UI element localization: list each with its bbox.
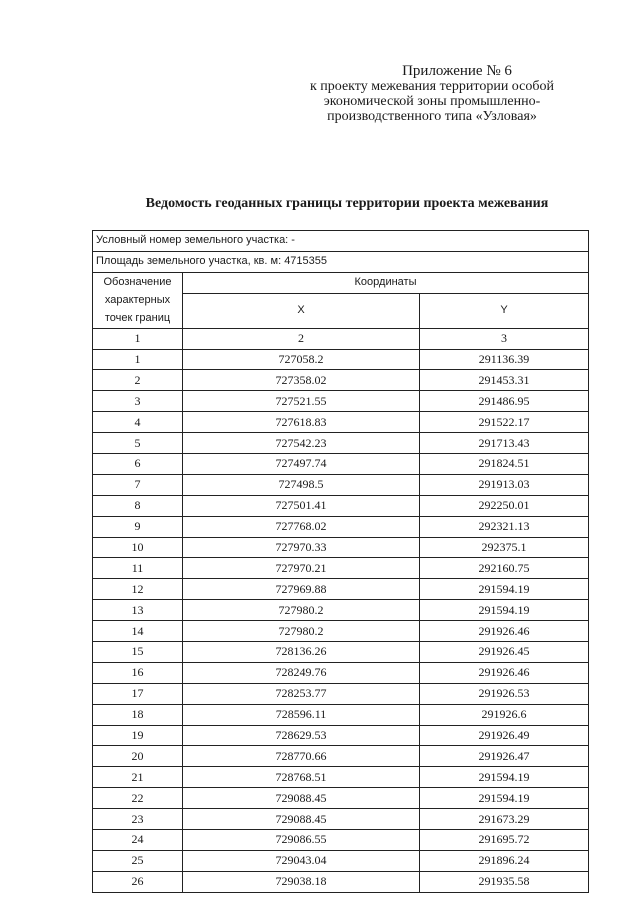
column-number: 2 bbox=[183, 328, 420, 349]
point-cell: 26 bbox=[93, 871, 183, 892]
y-coordinate-cell: 291486.95 bbox=[420, 391, 589, 412]
point-cell: 6 bbox=[93, 454, 183, 475]
point-cell: 22 bbox=[93, 788, 183, 809]
point-cell: 2 bbox=[93, 370, 183, 391]
y-coordinate-cell: 292321.13 bbox=[420, 516, 589, 537]
point-cell: 3 bbox=[93, 391, 183, 412]
x-header: X bbox=[183, 293, 420, 328]
point-cell: 16 bbox=[93, 662, 183, 683]
parcel-number-row bbox=[93, 231, 589, 252]
table-row bbox=[93, 495, 589, 516]
table-row bbox=[93, 600, 589, 621]
table-row bbox=[93, 683, 589, 704]
x-coordinate-cell: 729086.55 bbox=[183, 830, 420, 851]
y-coordinate-cell: 291594.19 bbox=[420, 767, 589, 788]
x-coordinate-cell: 729043.04 bbox=[183, 850, 420, 871]
x-coordinate-cell: 727058.2 bbox=[183, 349, 420, 370]
column-number: 1 bbox=[93, 328, 183, 349]
y-coordinate-cell: 292375.1 bbox=[420, 537, 589, 558]
point-cell: 10 bbox=[93, 537, 183, 558]
x-coordinate-cell: 727542.23 bbox=[183, 433, 420, 454]
y-coordinate-cell: 291896.24 bbox=[420, 850, 589, 871]
point-cell: 7 bbox=[93, 474, 183, 495]
point-cell: 17 bbox=[93, 683, 183, 704]
x-coordinate-cell: 727969.88 bbox=[183, 579, 420, 600]
appendix-line: экономической зоны промышленно- bbox=[323, 94, 541, 109]
table-row bbox=[93, 391, 589, 412]
x-coordinate-cell: 727618.83 bbox=[183, 412, 420, 433]
x-coordinate-cell: 729038.18 bbox=[183, 871, 420, 892]
y-coordinate-cell: 291926.46 bbox=[420, 662, 589, 683]
y-coordinate-cell: 291673.29 bbox=[420, 809, 589, 830]
x-coordinate-cell: 727358.02 bbox=[183, 370, 420, 391]
point-cell: 23 bbox=[93, 809, 183, 830]
document-title: Ведомость геоданных границы территории проекта межевания bbox=[145, 196, 549, 211]
point-cell: 1 bbox=[93, 349, 183, 370]
parcel-area: Площадь земельного участка, кв. м: 4715355 bbox=[93, 251, 589, 272]
table-row bbox=[93, 412, 589, 433]
coords-header: Координаты bbox=[183, 272, 589, 293]
point-cell: 9 bbox=[93, 516, 183, 537]
x-coordinate-cell: 727980.2 bbox=[183, 600, 420, 621]
x-coordinate-cell: 728253.77 bbox=[183, 683, 420, 704]
x-coordinate-cell: 728249.76 bbox=[183, 662, 420, 683]
appendix-block bbox=[282, 64, 582, 124]
point-cell: 4 bbox=[93, 412, 183, 433]
table-row bbox=[93, 579, 589, 600]
x-coordinate-cell: 727980.2 bbox=[183, 621, 420, 642]
y-coordinate-cell: 292160.75 bbox=[420, 558, 589, 579]
appendix-line: к проекту межевания территории особой bbox=[310, 79, 554, 94]
point-cell: 20 bbox=[93, 746, 183, 767]
y-coordinate-cell: 291594.19 bbox=[420, 579, 589, 600]
table-row bbox=[93, 516, 589, 537]
column-number: 3 bbox=[420, 328, 589, 349]
table-row bbox=[93, 809, 589, 830]
point-cell: 15 bbox=[93, 642, 183, 663]
table-row bbox=[93, 454, 589, 475]
point-cell: 11 bbox=[93, 558, 183, 579]
table-row bbox=[93, 558, 589, 579]
y-coordinate-cell: 291136.39 bbox=[420, 349, 589, 370]
y-coordinate-cell: 291453.31 bbox=[420, 370, 589, 391]
x-coordinate-cell: 728770.66 bbox=[183, 746, 420, 767]
y-coordinate-cell: 291594.19 bbox=[420, 600, 589, 621]
table-row bbox=[93, 662, 589, 683]
x-coordinate-cell: 727768.02 bbox=[183, 516, 420, 537]
x-coordinate-cell: 727970.21 bbox=[183, 558, 420, 579]
y-coordinate-cell: 291713.43 bbox=[420, 433, 589, 454]
y-coordinate-cell: 291935.58 bbox=[420, 871, 589, 892]
table-row bbox=[93, 830, 589, 851]
y-coordinate-cell: 292250.01 bbox=[420, 495, 589, 516]
table-row bbox=[93, 725, 589, 746]
table-row bbox=[93, 370, 589, 391]
x-coordinate-cell: 729088.45 bbox=[183, 809, 420, 830]
table-row bbox=[93, 474, 589, 495]
header-row bbox=[93, 272, 589, 293]
geodata-table bbox=[92, 230, 589, 893]
x-coordinate-cell: 727497.74 bbox=[183, 454, 420, 475]
x-coordinate-cell: 728768.51 bbox=[183, 767, 420, 788]
table-row bbox=[93, 767, 589, 788]
point-header: Обозначение характерных точек границ bbox=[93, 272, 183, 328]
table-row bbox=[93, 850, 589, 871]
y-header: Y bbox=[420, 293, 589, 328]
point-cell: 21 bbox=[93, 767, 183, 788]
y-coordinate-cell: 291926.47 bbox=[420, 746, 589, 767]
y-coordinate-cell: 291594.19 bbox=[420, 788, 589, 809]
point-cell: 19 bbox=[93, 725, 183, 746]
y-coordinate-cell: 291926.53 bbox=[420, 683, 589, 704]
point-cell: 8 bbox=[93, 495, 183, 516]
y-coordinate-cell: 291824.51 bbox=[420, 454, 589, 475]
y-coordinate-cell: 291522.17 bbox=[420, 412, 589, 433]
parcel-area-row bbox=[93, 251, 589, 272]
table-row bbox=[93, 537, 589, 558]
table-row bbox=[93, 871, 589, 892]
table-row bbox=[93, 746, 589, 767]
table-row bbox=[93, 621, 589, 642]
x-coordinate-cell: 727521.55 bbox=[183, 391, 420, 412]
x-coordinate-cell: 729088.45 bbox=[183, 788, 420, 809]
point-cell: 25 bbox=[93, 850, 183, 871]
y-coordinate-cell: 291695.72 bbox=[420, 830, 589, 851]
point-cell: 13 bbox=[93, 600, 183, 621]
y-coordinate-cell: 291926.46 bbox=[420, 621, 589, 642]
appendix-line: производственного типа «Узловая» bbox=[327, 109, 537, 124]
point-cell: 18 bbox=[93, 704, 183, 725]
point-cell: 5 bbox=[93, 433, 183, 454]
x-coordinate-cell: 727498.5 bbox=[183, 474, 420, 495]
y-coordinate-cell: 291926.49 bbox=[420, 725, 589, 746]
point-cell: 24 bbox=[93, 830, 183, 851]
table-row bbox=[93, 642, 589, 663]
y-coordinate-cell: 291913.03 bbox=[420, 474, 589, 495]
y-coordinate-cell: 291926.45 bbox=[420, 642, 589, 663]
x-coordinate-cell: 728596.11 bbox=[183, 704, 420, 725]
y-coordinate-cell: 291926.6 bbox=[420, 704, 589, 725]
table-row bbox=[93, 349, 589, 370]
point-cell: 14 bbox=[93, 621, 183, 642]
column-numbers-row bbox=[93, 328, 589, 349]
table-row bbox=[93, 433, 589, 454]
x-coordinate-cell: 728629.53 bbox=[183, 725, 420, 746]
parcel-number: Условный номер земельного участка: - bbox=[93, 231, 589, 252]
appendix-number: Приложение № 6 bbox=[402, 63, 512, 79]
table-row bbox=[93, 704, 589, 725]
point-cell: 12 bbox=[93, 579, 183, 600]
x-coordinate-cell: 728136.26 bbox=[183, 642, 420, 663]
x-coordinate-cell: 727970.33 bbox=[183, 537, 420, 558]
x-coordinate-cell: 727501.41 bbox=[183, 495, 420, 516]
table-row bbox=[93, 788, 589, 809]
